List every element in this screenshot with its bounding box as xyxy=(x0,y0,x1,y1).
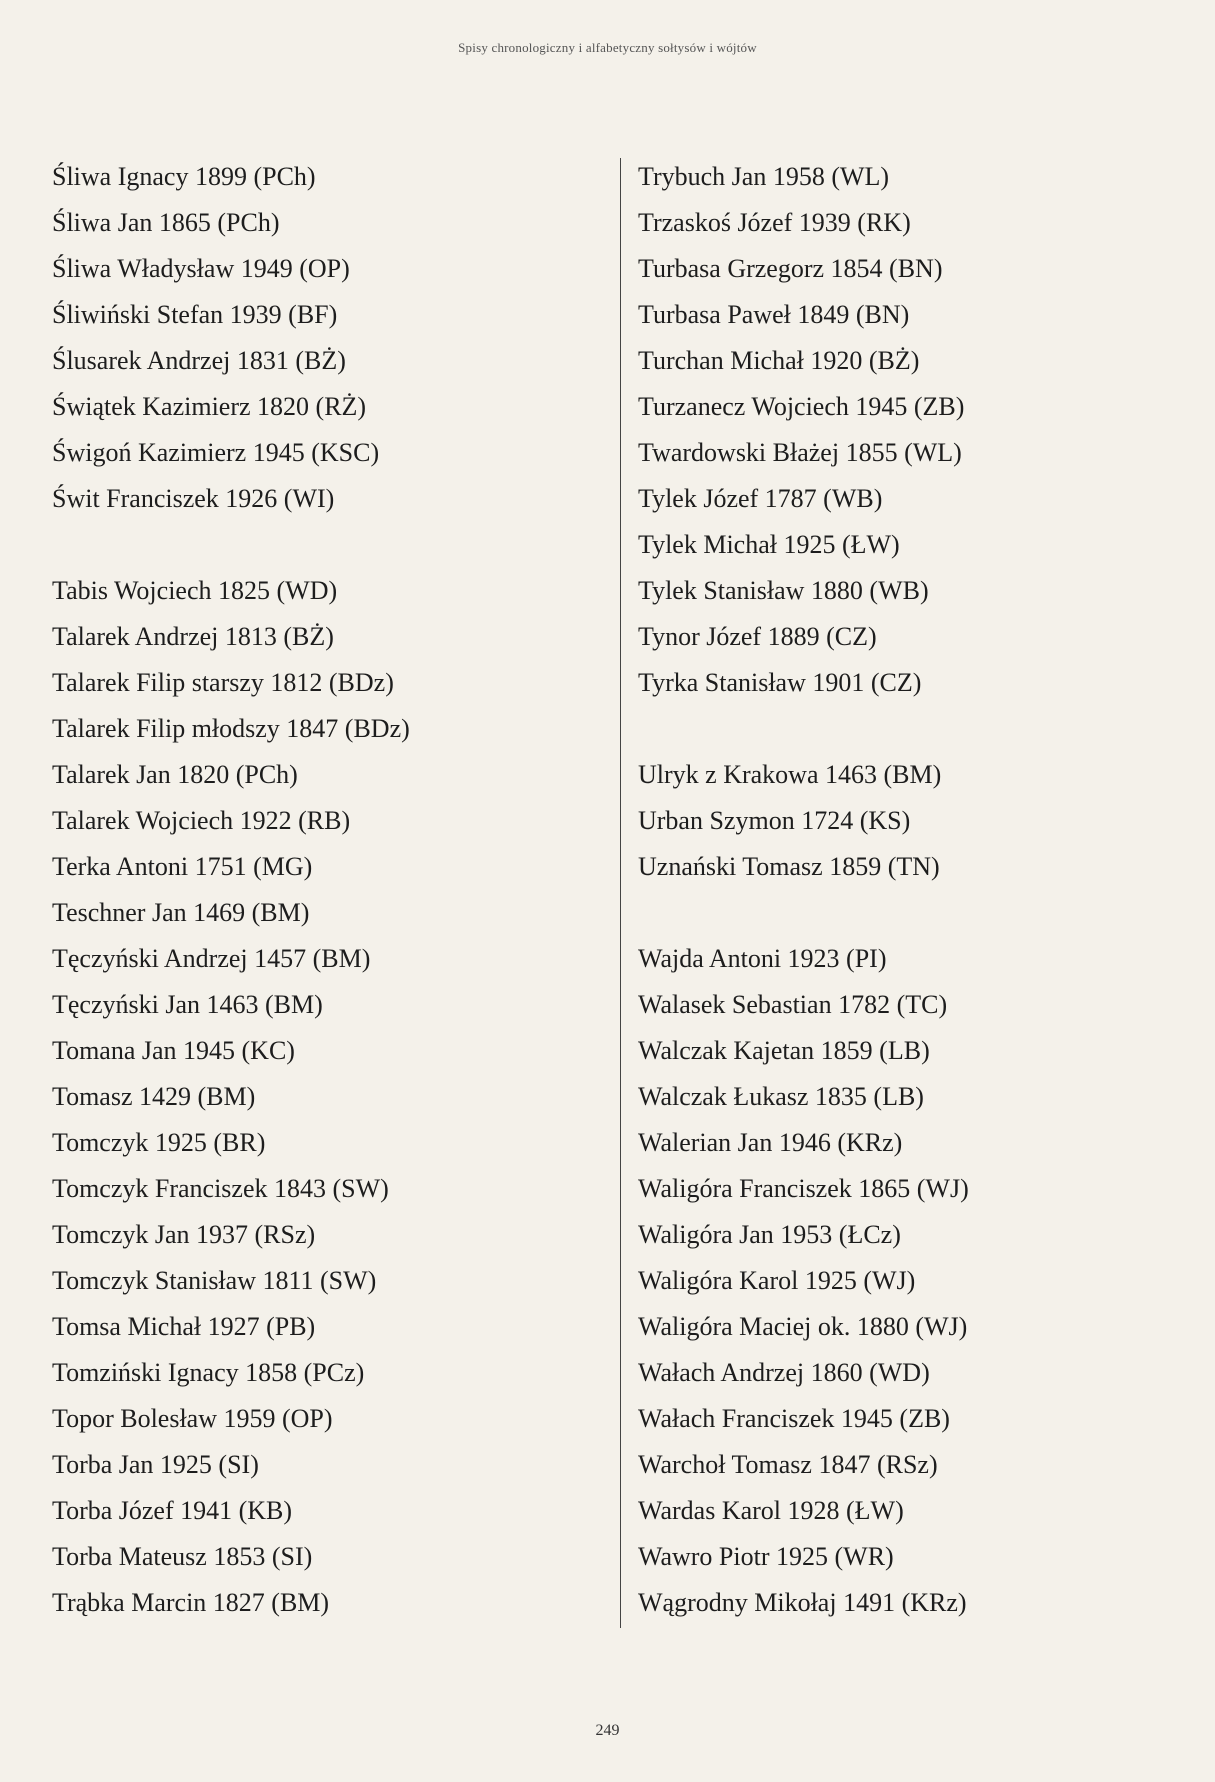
list-entry: Turbasa Grzegorz 1854 (BN) xyxy=(638,254,943,283)
list-entry: Ulryk z Krakowa 1463 (BM) xyxy=(638,760,942,789)
list-entry: Uznański Tomasz 1859 (TN) xyxy=(638,852,940,881)
list-entry: Śliwiński Stefan 1939 (BF) xyxy=(52,300,338,329)
column-divider xyxy=(620,158,621,1628)
list-entry: Wajda Antoni 1923 (PI) xyxy=(638,944,887,973)
list-entry: Waligóra Jan 1953 (ŁCz) xyxy=(638,1220,901,1249)
list-entry: Tomczyk Jan 1937 (RSz) xyxy=(52,1220,316,1249)
list-entry: Trzaskoś Józef 1939 (RK) xyxy=(638,208,911,237)
list-entry: Trybuch Jan 1958 (WL) xyxy=(638,162,890,191)
list-entry: Świgoń Kazimierz 1945 (KSC) xyxy=(52,438,380,467)
section-gap xyxy=(638,706,1198,752)
list-entry: Topor Bolesław 1959 (OP) xyxy=(52,1404,333,1433)
list-entry: Walasek Sebastian 1782 (TC) xyxy=(638,990,948,1019)
list-entry: Wałach Franciszek 1945 (ZB) xyxy=(638,1404,950,1433)
list-entry: Ślusarek Andrzej 1831 (BŻ) xyxy=(52,346,346,375)
list-entry: Wałach Andrzej 1860 (WD) xyxy=(638,1358,930,1387)
right-column xyxy=(638,154,1198,1626)
list-entry: Tynor Józef 1889 (CZ) xyxy=(638,622,877,651)
list-entry: Warchoł Tomasz 1847 (RSz) xyxy=(638,1450,938,1479)
list-entry: Talarek Wojciech 1922 (RB) xyxy=(52,806,351,835)
list-entry: Talarek Filip młodszy 1847 (BDz) xyxy=(52,714,410,743)
list-entry: Tyrka Stanisław 1901 (CZ) xyxy=(638,668,922,697)
list-entry: Tomasz 1429 (BM) xyxy=(52,1082,256,1111)
list-entry: Śliwa Jan 1865 (PCh) xyxy=(52,208,280,237)
list-entry: Waligóra Franciszek 1865 (WJ) xyxy=(638,1174,969,1203)
list-entry: Tabis Wojciech 1825 (WD) xyxy=(52,576,338,605)
list-entry: Walerian Jan 1946 (KRz) xyxy=(638,1128,903,1157)
list-entry: Torba Jan 1925 (SI) xyxy=(52,1450,259,1479)
list-entry: Talarek Jan 1820 (PCh) xyxy=(52,760,298,789)
list-entry: Walczak Łukasz 1835 (LB) xyxy=(638,1082,924,1111)
list-entry: Turzanecz Wojciech 1945 (ZB) xyxy=(638,392,965,421)
list-entry: Talarek Filip starszy 1812 (BDz) xyxy=(52,668,394,697)
list-entry: Waligóra Maciej ok. 1880 (WJ) xyxy=(638,1312,968,1341)
list-entry: Śliwa Władysław 1949 (OP) xyxy=(52,254,350,283)
list-entry: Teschner Jan 1469 (BM) xyxy=(52,898,310,927)
section-gap xyxy=(52,522,612,568)
list-entry: Talarek Andrzej 1813 (BŻ) xyxy=(52,622,334,651)
list-entry: Torba Mateusz 1853 (SI) xyxy=(52,1542,313,1571)
list-entry: Śliwa Ignacy 1899 (PCh) xyxy=(52,162,316,191)
left-column xyxy=(52,154,612,1626)
list-entry: Tęczyński Jan 1463 (BM) xyxy=(52,990,323,1019)
list-entry: Świątek Kazimierz 1820 (RŻ) xyxy=(52,392,367,421)
list-entry: Tomczyk 1925 (BR) xyxy=(52,1128,266,1157)
list-entry: Tylek Józef 1787 (WB) xyxy=(638,484,883,513)
list-entry: Tomana Jan 1945 (KC) xyxy=(52,1036,295,1065)
list-entry: Świt Franciszek 1926 (WI) xyxy=(52,484,335,513)
list-entry: Tylek Michał 1925 (ŁW) xyxy=(638,530,900,559)
list-entry: Tomczyk Franciszek 1843 (SW) xyxy=(52,1174,389,1203)
list-entry: Wardas Karol 1928 (ŁW) xyxy=(638,1496,904,1525)
list-entry: Wągrodny Mikołaj 1491 (KRz) xyxy=(638,1588,967,1617)
list-entry: Tylek Stanisław 1880 (WB) xyxy=(638,576,929,605)
list-entry: Walczak Kajetan 1859 (LB) xyxy=(638,1036,930,1065)
list-entry: Twardowski Błażej 1855 (WL) xyxy=(638,438,962,467)
list-entry: Urban Szymon 1724 (KS) xyxy=(638,806,911,835)
running-head: Spisy chronologiczny i alfabetyczny sołtysów i wójtów xyxy=(458,40,757,55)
list-entry: Terka Antoni 1751 (MG) xyxy=(52,852,313,881)
section-gap xyxy=(638,890,1198,936)
page-number: 249 xyxy=(595,1722,620,1739)
list-entry: Trąbka Marcin 1827 (BM) xyxy=(52,1588,330,1617)
list-entry: Turchan Michał 1920 (BŻ) xyxy=(638,346,920,375)
list-entry: Turbasa Paweł 1849 (BN) xyxy=(638,300,910,329)
list-entry: Wawro Piotr 1925 (WR) xyxy=(638,1542,894,1571)
list-entry: Waligóra Karol 1925 (WJ) xyxy=(638,1266,916,1295)
list-entry: Tomziński Ignacy 1858 (PCz) xyxy=(52,1358,365,1387)
list-entry: Tomczyk Stanisław 1811 (SW) xyxy=(52,1266,377,1295)
list-entry: Tomsa Michał 1927 (PB) xyxy=(52,1312,316,1341)
list-entry: Tęczyński Andrzej 1457 (BM) xyxy=(52,944,371,973)
list-entry: Torba Józef 1941 (KB) xyxy=(52,1496,293,1525)
